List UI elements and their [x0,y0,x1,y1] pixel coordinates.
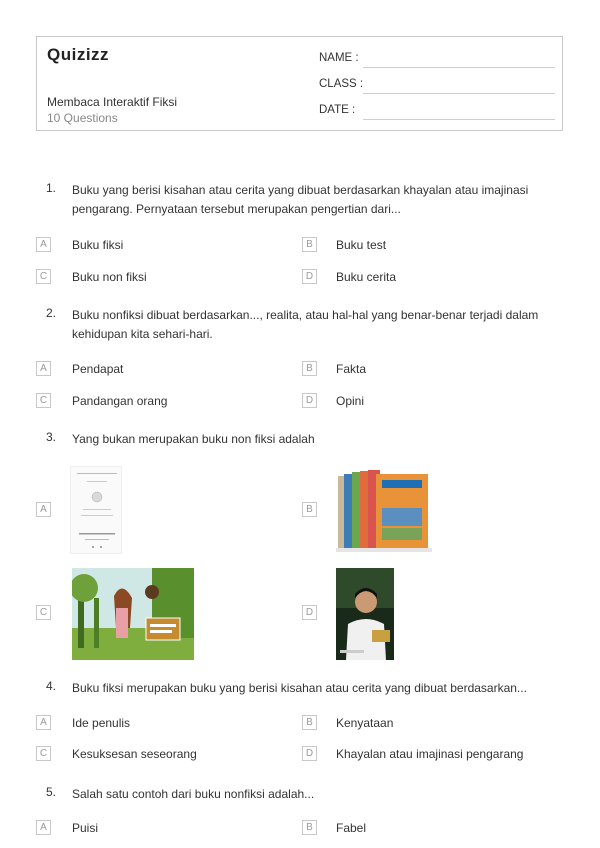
option-letter[interactable]: B [302,820,317,835]
question-text: Yang bukan merupakan buku non fiksi adalah [72,432,315,446]
question-number: 4. [46,679,57,693]
class-label: CLASS : [319,78,364,90]
question-number: 1. [46,181,57,195]
option-text[interactable]: Fakta [336,362,367,376]
option-letter[interactable]: A [36,715,51,730]
illustrated-storybook-cover[interactable] [72,568,194,660]
option-text[interactable]: Fabel [336,821,367,835]
document-page-thumbnail[interactable] [70,466,122,554]
name-line [363,67,555,68]
option-letter[interactable]: D [302,269,317,284]
question-number: 3. [46,430,57,444]
option-letter[interactable]: A [36,237,51,252]
option-text[interactable]: Puisi [72,821,99,835]
name-label: NAME : [319,52,359,64]
document-page-image [71,467,123,555]
worksheet-header [36,36,563,131]
option-letter[interactable]: B [302,715,317,730]
option-letter[interactable]: C [36,605,51,620]
option-text[interactable]: Kenyataan [336,716,394,730]
question-text: Buku nonfiksi dibuat berdasarkan..., realita, atau hal-hal yang benar-benar terjadi dalam kehidupan kita sehari-hari. [72,308,539,341]
option-letter[interactable]: B [302,502,317,517]
question-text: Buku fiksi merupakan buku yang berisi kisahan atau cerita yang dibuat berdasarkan... [72,681,527,695]
option-text[interactable]: Buku fiksi [72,238,124,252]
option-text[interactable]: Buku cerita [336,270,397,284]
question-text: Buku yang berisi kisahan atau cerita yang dibuat berdasarkan khayalan atau imajinasi pengarang. Pernyataan tersebut merupakan pengertian dari... [72,183,529,216]
question-number: 5. [46,785,57,799]
option-letter[interactable]: D [302,746,317,761]
question-count: 10 Questions [47,111,118,125]
option-letter[interactable]: A [36,502,51,517]
option-text[interactable]: Buku non fiksi [72,270,147,284]
biography-image [336,568,394,660]
option-letter[interactable]: A [36,820,51,835]
stack-of-books-photo[interactable] [336,468,432,554]
date-label: DATE : [319,104,356,116]
option-text[interactable]: Opini [336,394,365,408]
option-letter[interactable]: B [302,361,317,376]
option-text[interactable]: Kesuksesan seseorang [72,747,197,761]
biography-book-cover[interactable] [336,568,394,660]
option-letter[interactable]: C [36,269,51,284]
storybook-image [72,568,194,660]
option-letter[interactable]: C [36,746,51,761]
option-letter[interactable]: D [302,393,317,408]
quizizz-logo: Quizizz [47,45,110,64]
option-letter[interactable]: C [36,393,51,408]
option-text[interactable]: Pandangan orang [72,394,168,408]
option-text[interactable]: Pendapat [72,362,124,376]
option-text[interactable]: Buku test [336,238,387,252]
date-line [363,119,555,120]
option-text[interactable]: Khayalan atau imajinasi pengarang [336,747,524,761]
worksheet-title: Membaca Interaktif Fiksi [47,95,178,109]
option-letter[interactable]: A [36,361,51,376]
class-line [363,93,555,94]
option-letter[interactable]: B [302,237,317,252]
option-letter[interactable]: D [302,605,317,620]
option-text[interactable]: Ide penulis [72,716,131,730]
question-number: 2. [46,306,57,320]
question-text: Salah satu contoh dari buku nonfiksi adalah... [72,787,315,801]
books-image [336,468,432,554]
